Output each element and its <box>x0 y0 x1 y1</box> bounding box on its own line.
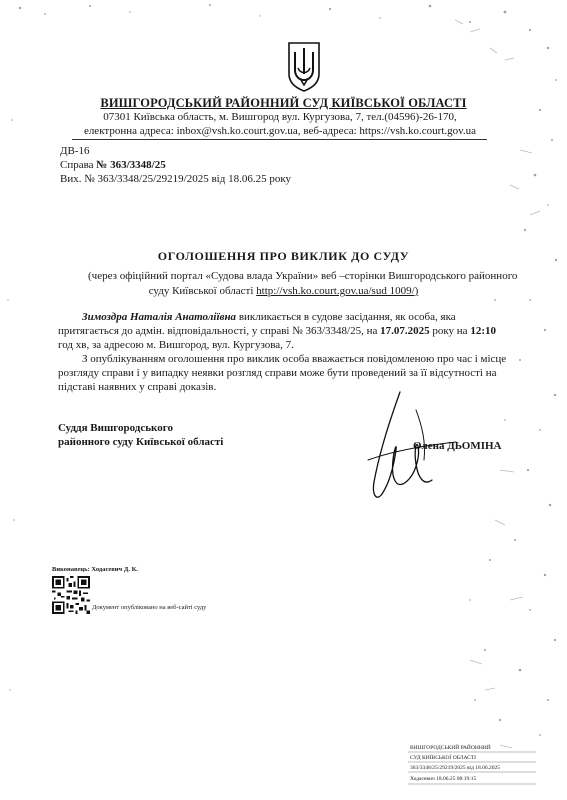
stamp-line-4: Ходасевич 18.06.25 08:19:15 <box>410 776 477 782</box>
date-value: 18.06.25 року <box>228 173 292 185</box>
hearing-time: 12:10 <box>470 325 496 337</box>
notice-subtitle-line2 <box>0 285 567 297</box>
notice-subtitle-line1: (через офіційний портал «Судова влада України» веб –сторінки Вишгородського районного <box>88 270 518 282</box>
header-divider <box>72 139 487 140</box>
stamp-line-1: ВИШГОРОДСЬКИЙ РАЙОННИЙ <box>410 745 491 751</box>
outgoing-label: Вих. № <box>60 173 95 185</box>
notice-body <box>58 310 510 394</box>
form-code: ДВ-16 <box>60 145 90 157</box>
case-line <box>60 158 166 172</box>
notice-title: ОГОЛОШЕННЯ ПРО ВИКЛИК ДО СУДУ <box>157 249 410 263</box>
court-address: 07301 Київська область, м. Вишгород вул. Кургузова, 7, тел.(04596)-26-170, <box>103 111 457 123</box>
summons-paragraph <box>58 310 510 352</box>
outgoing-line <box>60 172 291 186</box>
consequence-text: З опублікуванням оголошення про виклик особа вважається повідомленою про час і місце розгляду справи і у випадку неявки розгляд справи може бути проведений за її відсутності на підставі наявних у справі доказів. <box>58 353 507 393</box>
summons-text-c: год хв, за адресою м. Вишгород, вул. Кургузова, 7. <box>58 339 294 351</box>
trident-emblem-icon <box>286 40 322 92</box>
summons-text-b: року на <box>429 325 471 337</box>
qr-code-icon[interactable] <box>52 576 90 614</box>
executor-line: Виконавець: Ходасевич Д. К. <box>52 566 138 573</box>
consequence-paragraph <box>58 352 510 394</box>
handwritten-signature <box>360 390 470 510</box>
qr-caption: Документ опубліковано на веб-сайті суду <box>92 604 207 611</box>
electronic-stamp <box>408 744 538 794</box>
hearing-date: 17.07.2025 <box>380 325 430 337</box>
case-label: Справа <box>60 159 94 171</box>
date-label: від <box>211 173 226 185</box>
judge-title-line1: Суддя Вишгородського <box>58 422 173 434</box>
stamp-line-3: 363/3348/25/29219/2025 від 18.06.2025 <box>410 765 501 771</box>
judge-name: Олена ДЬОМІНА <box>413 440 502 452</box>
court-email-line: електронна адреса: inbox@vsh.ko.court.gov.ua, веб-адреса: https://vsh.ko.court.gov.ua <box>83 125 477 137</box>
subtitle-prefix: суду Київської області <box>148 285 257 297</box>
judge-title-line2: районного суду Київської області <box>58 436 224 448</box>
person-name: Зимоздра Наталія Анатоліївна <box>82 311 237 323</box>
case-number: № 363/3348/25 <box>96 159 166 171</box>
stamp-line-2: СУД КИЇВСЬКОЇ ОБЛАСТІ <box>410 755 477 761</box>
summons-text-a: викликається в судове засідання, як особа, яка притягається до адмін. відповідальності, у справі № 363/3348/25, на <box>58 311 456 337</box>
court-name: ВИШГОРОДСЬКИЙ РАЙОННИЙ СУД КИЇВСЬКОЇ ОБЛАСТІ <box>100 96 467 110</box>
court-portal-link[interactable]: http://vsh.ko.court.gov.ua/sud 1009/) <box>256 285 419 297</box>
outgoing-number: 363/3348/25/29219/2025 <box>97 173 209 185</box>
